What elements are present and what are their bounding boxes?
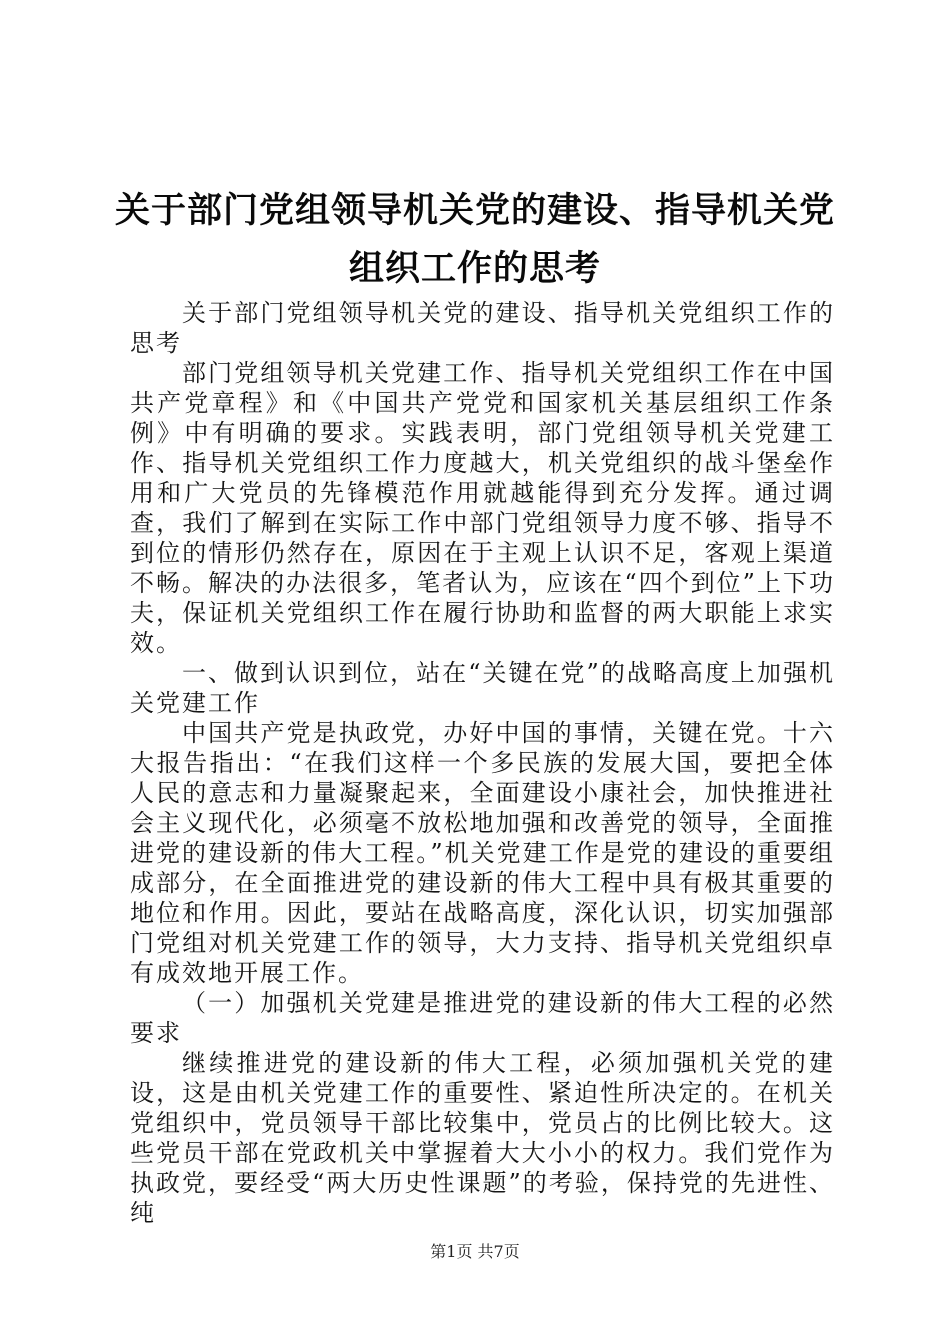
body-paragraph: 继续推进党的建设新的伟大工程，必须加强机关党的建设，这是由机关党建工作的重要性、紧迫性所决定的。在机关党组织中，党员领导干部比较集中，党员占的比例比较大。这些党员干部在党政机关中掌握着大大小小的权力。我们党作为执政党，要经受“两大历史性课题”的考验，保持党的先进性、纯: [130, 1049, 835, 1227]
subsection-heading: （一）加强机关党建是推进党的建设新的伟大工程的必然要求: [130, 989, 835, 1047]
section-heading: 一、做到认识到位，站在“关键在党”的战略高度上加强机关党建工作: [130, 659, 835, 717]
body-paragraph: 关于部门党组领导机关党的建设、指导机关党组织工作的思考: [130, 299, 835, 357]
document-body: [130, 298, 835, 1228]
body-paragraph: 中国共产党是执政党，办好中国的事情，关键在党。十六大报告指出：“在我们这样一个多民族的发展大国，要把全体人民的意志和力量凝聚起来，全面建设小康社会，加快推进社会主义现代化，必须毫不放松地加强和改善党的领导，全面推进党的建设新的伟大工程。”机关党建工作是党的建设的重要组成部分，在全面推进党的建设新的伟大工程中具有极其重要的地位和作用。因此，要站在战略高度，深化认识，切实加强部门党组对机关党建工作的领导，大力支持、指导机关党组织卓有成效地开展工作。: [130, 719, 835, 987]
page-number-footer: 第1页 共7页: [430, 1242, 520, 1261]
document-title: 关于部门党组领导机关党的建设、指导机关党组织工作的思考: [114, 191, 835, 289]
body-paragraph: 部门党组领导机关党建工作、指导机关党组织工作在中国共产党章程》和《中国共产党党和国家机关基层组织工作条例》中有明确的要求。实践表明，部门党组领导机关党建工作、指导机关党组织工作力度越大，机关党组织的战斗堡垒作用和广大党员的先锋模范作用就越能得到充分发挥。通过调查，我们了解到在实际工作中部门党组领导力度不够、指导不到位的情形仍然存在，原因在于主观上认识不足，客观上渠道不畅。解决的办法很多，笔者认为，应该在“四个到位”上下功夫，保证机关党组织工作在履行协助和监督的两大职能上求实效。: [130, 359, 835, 657]
